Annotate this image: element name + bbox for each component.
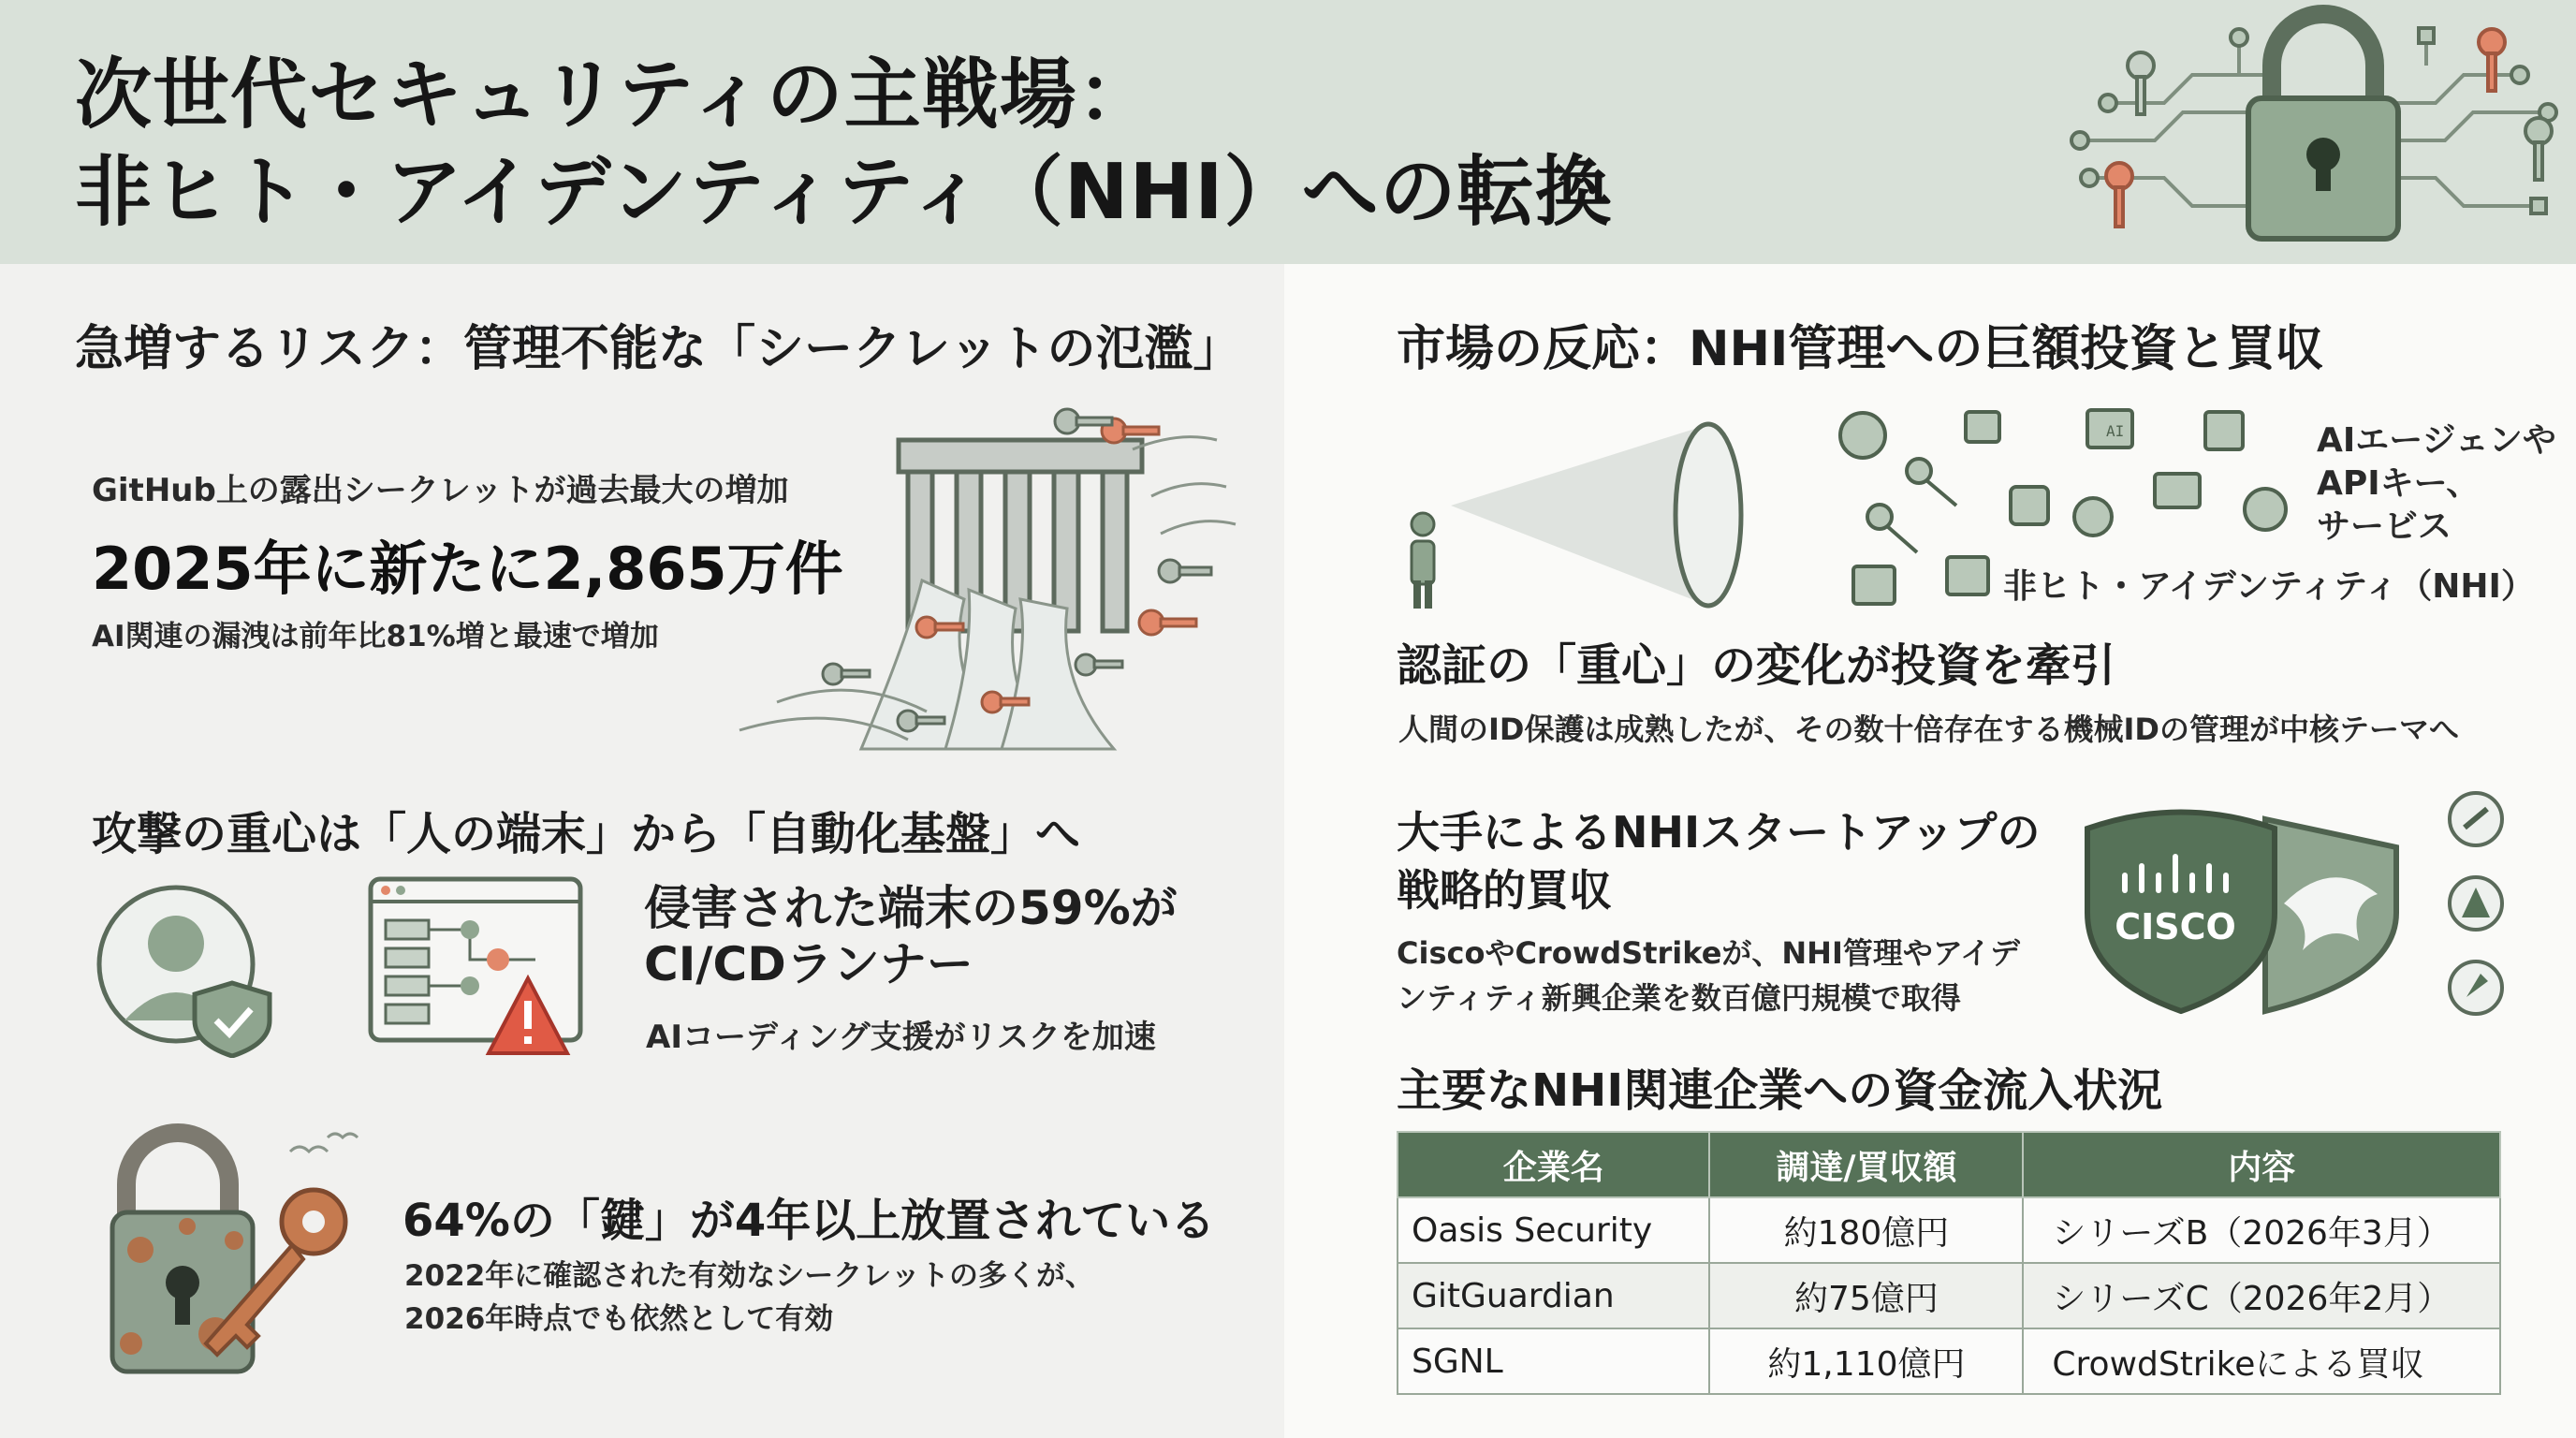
col-header-company: 企業名 [1398,1132,1709,1197]
rusty-lock-key-icon [75,1119,384,1390]
cell-amount: 約1,110億円 [1709,1328,2023,1394]
table-row [1398,1328,2500,1394]
keys-heading: 64%の「鍵」が4年以上放置されている [402,1195,1216,1247]
funding-heading: 主要なNHI関連企業への資金流入状況 [1397,1064,2163,1117]
startup-icons [2434,786,2518,1020]
table-row [1398,1263,2500,1328]
leak-note: AI関連の漏洩は前年比81%増と最速で増加 [92,620,659,653]
dam-leak-illustration [721,393,1245,758]
title-line-2: 非ヒト・アイデンティティ（NHI）への転換 [75,148,1613,237]
cell-detail: シリーズB（2026年3月） [2023,1197,2500,1263]
leak-label: GitHub上の露出シークレットが過去最大の増加 [92,472,789,509]
cell-detail: シリーズC（2026年2月） [2023,1263,2500,1328]
title-line-1: 次世代セキュリティの主戦場： [75,51,1155,139]
runner-line-1: 侵害された端末の59%が [644,881,1178,935]
acq-note [1397,931,2020,1020]
runner-stat [644,880,1178,992]
nhi-label: 非ヒト・アイデンティティ（NHI） [2003,567,2535,606]
svg-text:AI: AI [2106,422,2125,440]
keys-note-line-1: 2022年に確認された有効なシークレットの多くが、 [404,1259,1094,1293]
cisco-logo-text: CISCO [2115,906,2236,947]
cloud-label-line-1: AIエージェンや [2317,421,2556,460]
cell-company: GitGuardian [1398,1263,1709,1328]
table-row [1398,1197,2500,1263]
market-heading: 市場の反応：NHI管理への巨額投資と買収 [1397,321,2324,377]
header-banner [0,0,2576,264]
auth-shift-heading: 認証の「重心」の変化が投資を牽引 [1397,639,2116,692]
cell-amount: 約180億円 [1709,1197,2023,1263]
risk-heading: 急増するリスク：管理不能な「シークレットの氾濫」 [75,321,1242,377]
col-header-detail: 内容 [2023,1132,2500,1197]
funding-table [1397,1131,2501,1395]
table-header-row [1398,1132,2500,1197]
cloud-label-line-3: サービス [2317,507,2452,546]
nhi-spotlight-illustration [1385,393,2321,674]
runner-note: AIコーディング支援がリスクを加速 [646,1019,1156,1056]
user-shield-icon [92,871,279,1058]
col-header-amount: 調達/買収額 [1709,1132,2023,1197]
cloud-label [2317,419,2556,549]
acq-note-line-1: CiscoやCrowdStrikeが、NHI管理やアイデ [1397,935,2020,971]
auth-shift-note: 人間のID保護は成熟したが、その数十倍存在する機械IDの管理が中核テーマへ [1398,712,2459,747]
cell-amount: 約75億円 [1709,1263,2023,1328]
shift-heading: 攻撃の重心は「人の端末」から「自動化基盤」へ [92,808,1081,860]
keys-note [404,1255,1094,1341]
acquisition-shields-illustration [2078,800,2415,1016]
page-title [75,47,1613,242]
cell-detail: CrowdStrikeによる買収 [2023,1328,2500,1394]
ci-runner-alert-icon [367,875,601,1063]
acq-heading-line-1: 大手によるNHIスタートアップの [1397,807,2041,858]
leak-value: 2025年に新たに2,865万件 [92,535,843,603]
acq-heading [1397,803,2041,919]
acq-heading-line-2: 戦略的買収 [1397,865,1612,916]
runner-line-2: CI/CDランナー [644,937,973,991]
cell-company: Oasis Security [1398,1197,1709,1263]
acq-note-line-2: ンティティ新興企業を数百億円規模で取得 [1397,980,1961,1016]
cell-company: SGNL [1398,1328,1709,1394]
cloud-label-line-2: APIキー、 [2317,464,2481,503]
keys-note-line-2: 2026年時点でも依然として有効 [404,1302,834,1336]
padlock-circuit-illustration [2052,0,2576,264]
